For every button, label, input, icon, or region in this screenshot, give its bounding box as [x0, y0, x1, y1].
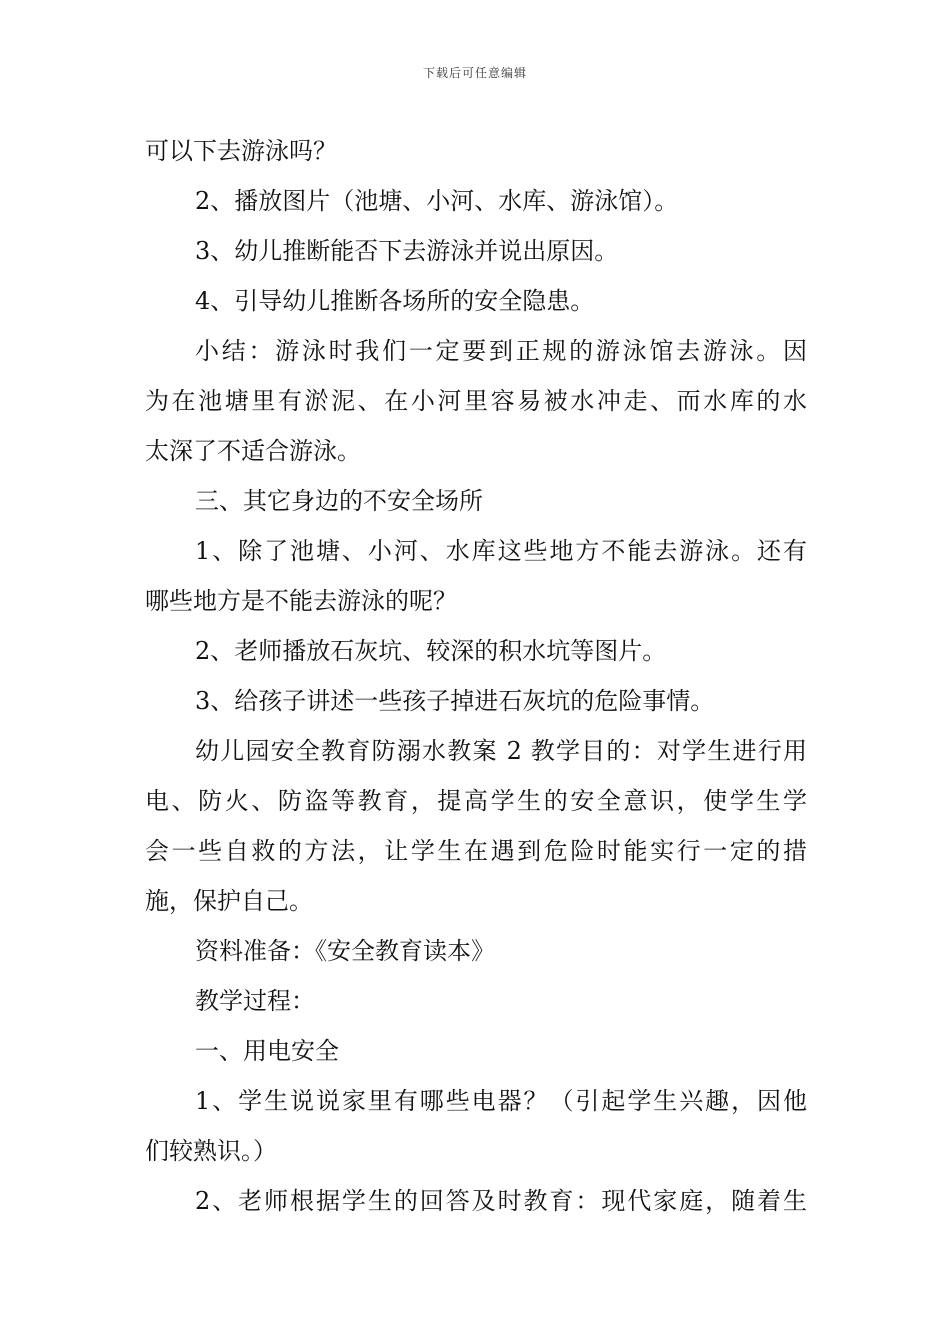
text-line: 1、学生说说家里有哪些电器？（引起学生兴趣，因他 — [195, 1087, 807, 1115]
text-line: 电、防火、防盗等教育，提高学生的安全意识，使学生学 — [145, 787, 807, 815]
text-line: 2、播放图片（池塘、小河、水库、游泳馆）。 — [195, 187, 679, 215]
page-header: 下载后可任意编辑 — [422, 66, 527, 80]
text-line: 教学过程： — [195, 987, 315, 1015]
text-line: 哪些地方是不能去游泳的呢？ — [145, 587, 457, 615]
text-line: 可以下去游泳吗？ — [145, 137, 337, 165]
section-heading: 一、用电安全 — [195, 1037, 339, 1065]
text-line: 小结：游泳时我们一定要到正规的游泳馆去游泳。因 — [195, 337, 807, 365]
text-line: 施，保护自己。 — [145, 887, 313, 915]
text-line: 2、老师根据学生的回答及时教育：现代家庭，随着生 — [195, 1187, 807, 1215]
text-line: 太深了不适合游泳。 — [145, 437, 361, 465]
text-line: 资料准备：《安全教育读本》 — [195, 937, 495, 965]
text-line: 们较熟识。） — [145, 1137, 277, 1165]
document-body — [145, 126, 807, 1226]
text-line: 3、给孩子讲述一些孩子掉进石灰坑的危险事情。 — [195, 687, 715, 715]
text-line: 为在池塘里有淤泥、在小河里容易被水冲走、而水库的水 — [145, 387, 807, 415]
section-heading: 三、其它身边的不安全场所 — [195, 487, 483, 515]
text-line: 会一些自救的方法，让学生在遇到危险时能实行一定的措 — [145, 837, 807, 865]
text-line: 4、引导幼儿推断各场所的安全隐患。 — [195, 287, 595, 315]
text-line: 1、除了池塘、小河、水库这些地方不能去游泳。还有 — [195, 537, 807, 565]
text-line: 3、幼儿推断能否下去游泳并说出原因。 — [195, 237, 619, 265]
text-line: 2、老师播放石灰坑、较深的积水坑等图片。 — [195, 637, 667, 665]
text-line: 幼儿园安全教育防溺水教案 2 教学目的：对学生进行用 — [195, 737, 807, 765]
